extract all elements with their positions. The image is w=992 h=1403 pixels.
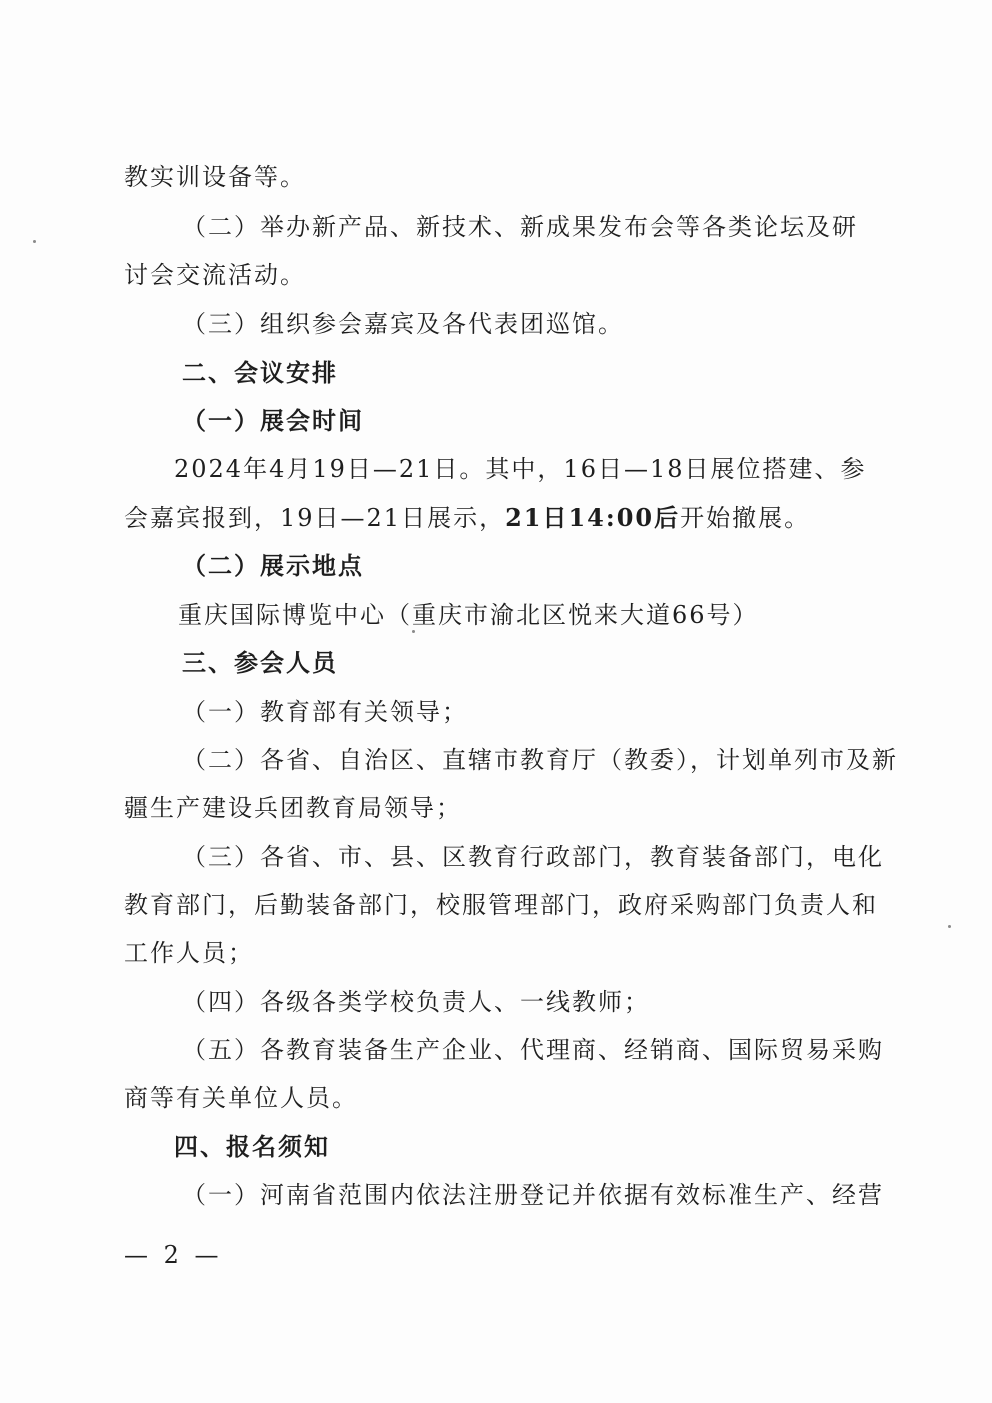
page-number: — 2 — xyxy=(124,1241,223,1269)
paragraph-line: （三）组织参会嘉宾及各代表团巡馆。 xyxy=(182,310,624,338)
section-heading: 三、参会人员 xyxy=(182,649,338,677)
paragraph-line: 商等有关单位人员。 xyxy=(124,1084,358,1112)
scan-speck xyxy=(33,240,36,243)
paragraph-line xyxy=(124,503,810,533)
section-heading: 二、会议安排 xyxy=(182,359,338,387)
paragraph-line: （一）河南省范围内依法注册登记并依据有效标准生产、经营 xyxy=(182,1181,884,1209)
paragraph-line: （五）各教育装备生产企业、代理商、经销商、国际贸易采购 xyxy=(182,1036,884,1064)
paragraph-line: 教实训设备等。 xyxy=(124,163,306,191)
text-segment: 开始撤展。 xyxy=(680,504,811,532)
paragraph-line: 工作人员； xyxy=(124,939,254,967)
paragraph-line: （三）各省、市、县、区教育行政部门，教育装备部门，电化 xyxy=(182,843,884,871)
paragraph-line: 2024年4月19日—21日。其中，16日—18日展位搭建、参 xyxy=(174,455,867,483)
scan-speck xyxy=(412,630,415,633)
paragraph-line: 教育部门，后勤装备部门，校服管理部门，政府采购部门负责人和 xyxy=(124,891,878,919)
paragraph-line: 重庆国际博览中心（重庆市渝北区悦来大道66号） xyxy=(178,601,759,629)
paragraph-line: （二）举办新产品、新技术、新成果发布会等各类论坛及研 xyxy=(182,213,858,241)
paragraph-line: （二）各省、自治区、直辖市教育厅（教委），计划单列市及新 xyxy=(182,746,898,774)
paragraph-line: （一）教育部有关领导； xyxy=(182,698,468,726)
paragraph-line: （四）各级各类学校负责人、一线教师； xyxy=(182,988,650,1016)
emphasized-time: 21日14:00后 xyxy=(505,503,681,532)
section-heading: 四、报名须知 xyxy=(174,1133,330,1161)
paragraph-line: 疆生产建设兵团教育局领导； xyxy=(124,794,462,822)
scan-speck xyxy=(948,925,951,928)
subsection-heading: （一）展会时间 xyxy=(182,407,364,435)
subsection-heading: （二）展示地点 xyxy=(182,552,364,580)
text-segment: 会嘉宾报到，19日—21日展示， xyxy=(124,504,506,532)
paragraph-line: 讨会交流活动。 xyxy=(124,261,306,289)
